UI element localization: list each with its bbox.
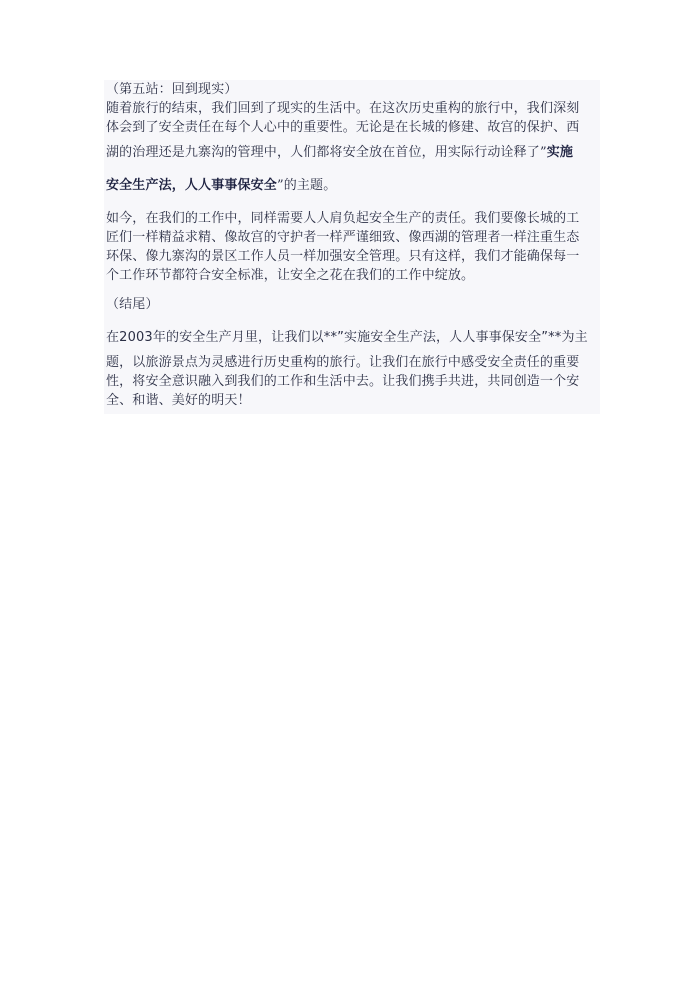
- theme-bold-part-a: 实施: [546, 145, 574, 160]
- paragraph-3-line-4: 全、和谐、美好的明天！: [106, 393, 251, 408]
- paragraph-3-prefix: 在: [106, 330, 120, 345]
- paragraph-3-line-2: 题，以旅游景点为灵感进行历史重构的旅行。让我们在旅行中感受安全责任的重要: [106, 355, 580, 370]
- paragraph-1-line-2: 体会到了安全责任在每个人心中的重要性。无论是在长城的修建、故宫的保护、西: [106, 120, 580, 135]
- paragraph-3-line-3: 性，将安全意识融入到我们的工作和生活中去。让我们携手共进，共同创造一个安: [106, 374, 580, 389]
- paragraph-3-text: 年的安全生产月里，让我们以: [152, 330, 324, 345]
- open-quote: ”: [539, 145, 547, 160]
- station-heading: （第五站：回到现实）: [106, 82, 238, 97]
- paragraph-2-line-4: 个工作环节都符合安全标准，让安全之花在我们的工作中绽放。: [106, 268, 475, 283]
- close-quote: ”: [276, 178, 284, 193]
- paragraph-1-line-3-text: 湖的治理还是九寨沟的管理中，人们都将安全放在首位，用实际行动诠释了: [106, 145, 540, 160]
- paragraph-1-tail: 的主题。: [283, 178, 337, 193]
- paragraph-2-line-2: 匠们一样精益求精、像故宫的守护者一样严谨细致、像西湖的管理者一样注重生态: [106, 230, 580, 245]
- paragraph-2-line-3: 环保、像九寨沟的景区工作人员一样加强安全管理。只有这样，我们才能确保每一: [106, 249, 580, 264]
- paragraph-3-suffix: 为主: [561, 330, 588, 345]
- stars-close: ”**: [541, 330, 562, 345]
- paragraph-1-line-1: 随着旅行的结束，我们回到了现实的生活中。在这次历史重构的旅行中，我们深刻: [106, 101, 580, 116]
- ending-heading: （结尾）: [106, 297, 159, 312]
- paragraph-1-line-4: [106, 176, 598, 195]
- year-text: 2003: [119, 330, 153, 345]
- paragraph-2-line-1: 如今，在我们的工作中，同样需要人人肩负起安全生产的责任。我们要像长城的工: [106, 211, 580, 226]
- theme-text: 实施安全生产法，人人事事保安全: [343, 330, 542, 345]
- theme-bold-part-b: 安全生产法，人人事事保安全: [106, 178, 277, 193]
- paragraph-3-line-1: [106, 328, 598, 347]
- stars-open: **”: [323, 330, 344, 345]
- paragraph-1-line-3: [106, 143, 598, 162]
- document-body: [104, 80, 600, 414]
